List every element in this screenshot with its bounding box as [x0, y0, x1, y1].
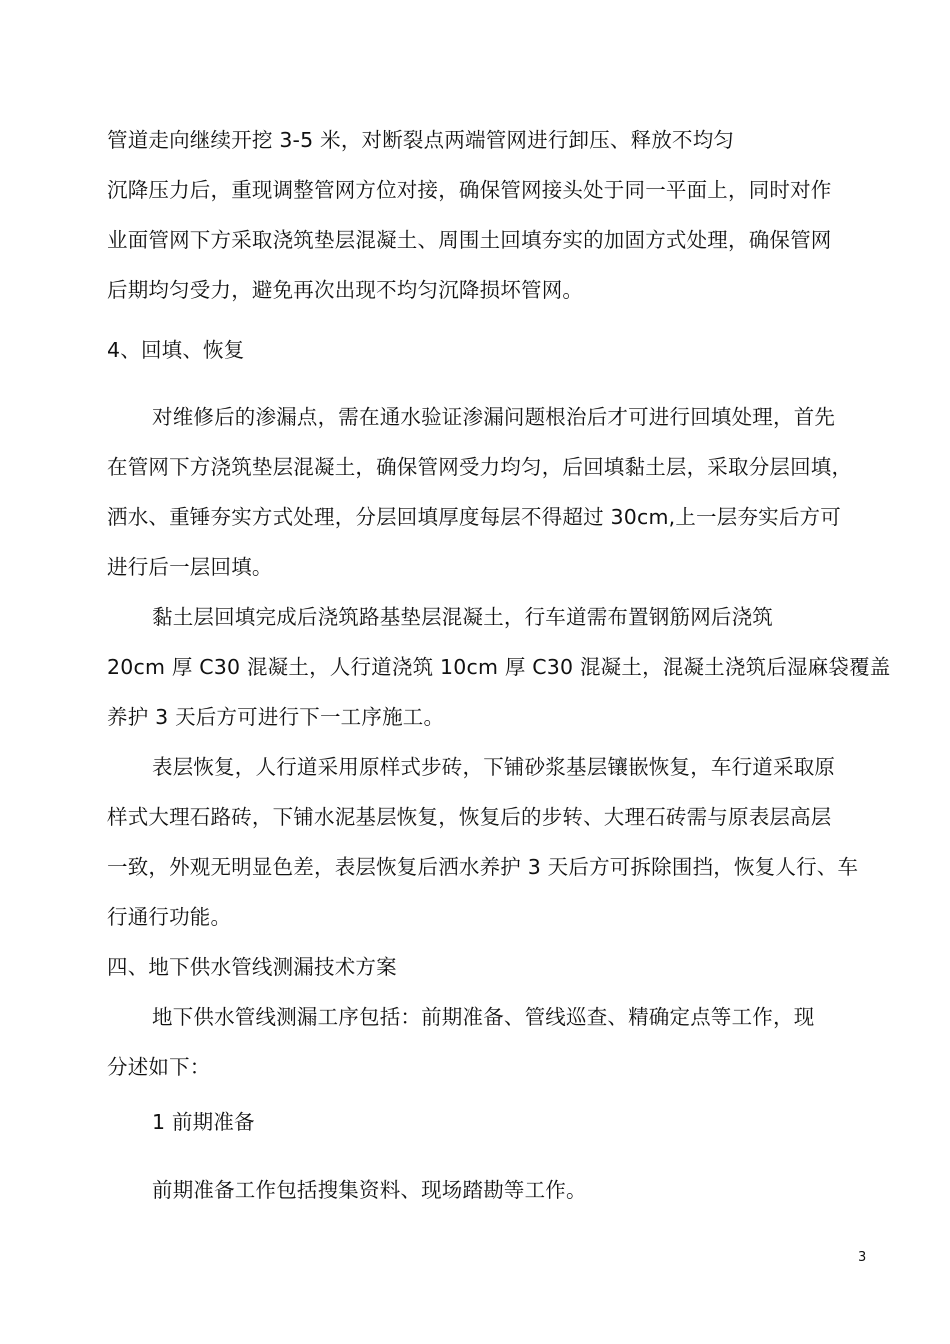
text-line: 业面管网下方采取浇筑垫层混凝土、周围土回填夯实的加固方式处理，确保管网 [107, 228, 832, 252]
text-line: 沉降压力后，重现调整管网方位对接，确保管网接头处于同一平面上，同时对作 [107, 178, 832, 202]
text-line: 进行后一层回填。 [107, 555, 273, 579]
text-line: 样式大理石路砖，下铺水泥基层恢复，恢复后的步转、大理石砖需与原表层高层 [107, 805, 832, 829]
text-line: 一致，外观无明显色差，表层恢复后洒水养护 3 天后方可拆除围挡，恢复人行、车 [107, 855, 859, 879]
text-line: 地下供水管线测漏工序包括：前期准备、管线巡查、精确定点等工作，现 [152, 1005, 815, 1029]
section-heading: 4、回填、恢复 [107, 338, 245, 362]
text-line: 黏土层回填完成后浇筑路基垫层混凝土，行车道需布置钢筋网后浇筑 [152, 605, 773, 629]
section-heading: 四、地下供水管线测漏技术方案 [107, 955, 397, 979]
text-line: 行通行功能。 [107, 905, 232, 929]
text-line: 分述如下： [107, 1055, 211, 1079]
text-line: 后期均匀受力，避免再次出现不均匀沉降损坏管网。 [107, 278, 584, 302]
text-line: 表层恢复，人行道采用原样式步砖，下铺砂浆基层镶嵌恢复，车行道采取原 [152, 755, 836, 779]
text-line: 对维修后的渗漏点，需在通水验证渗漏问题根治后才可进行回填处理，首先 [152, 405, 836, 429]
text-line: 养护 3 天后方可进行下一工序施工。 [107, 705, 445, 729]
text-line: 20cm 厚 C30 混凝土，人行道浇筑 10cm 厚 C30 混凝土，混凝土浇筑后湿麻袋覆盖 [107, 655, 891, 679]
text-line: 管道走向继续开挖 3-5 米，对断裂点两端管网进行卸压、释放不均匀 [107, 128, 735, 152]
text-line: 在管网下方浇筑垫层混凝土，确保管网受力均匀，后回填黏土层，采取分层回填， [107, 455, 853, 479]
text-line: 洒水、重锤夯实方式处理，分层回填厚度每层不得超过 30cm,上一层夯实后方可 [107, 505, 841, 529]
page-number: 3 [858, 1250, 867, 1265]
subsection-heading: 1 前期准备 [152, 1110, 255, 1134]
text-line: 前期准备工作包括搜集资料、现场踏勘等工作。 [152, 1178, 587, 1202]
